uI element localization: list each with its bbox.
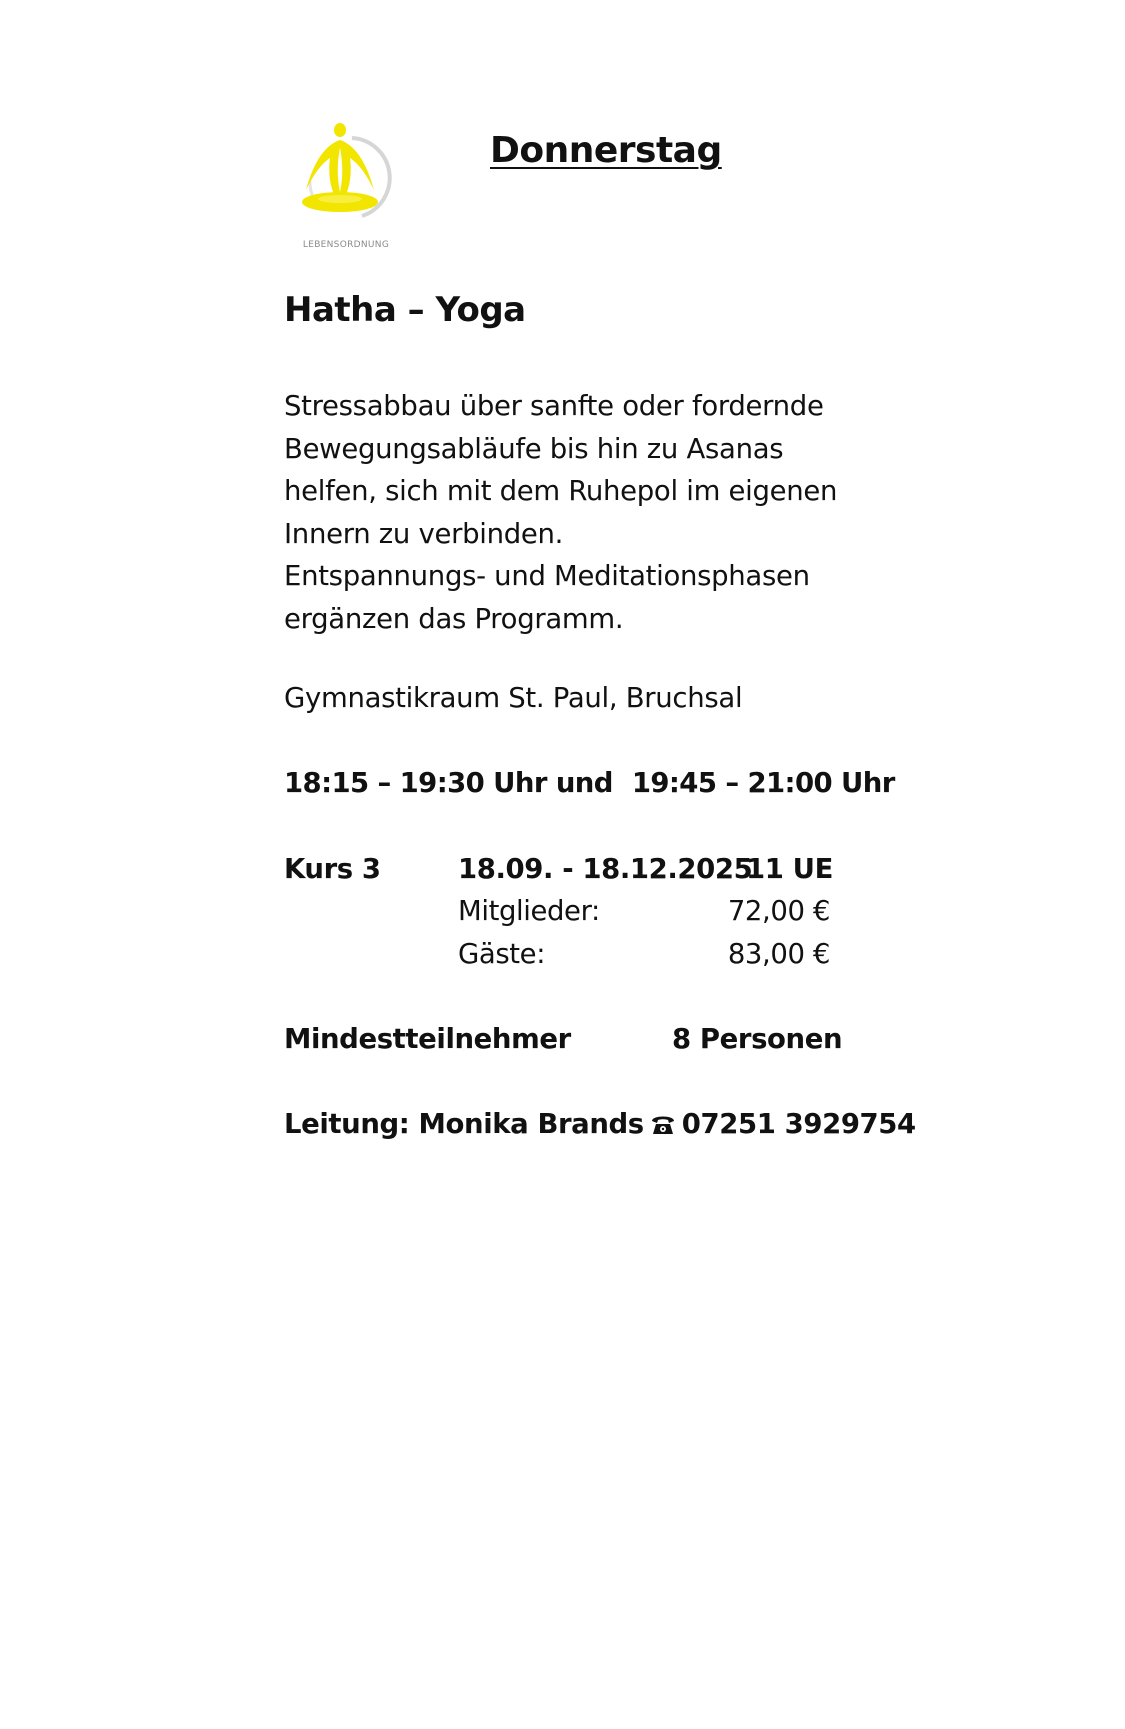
course-title: Hatha – Yoga xyxy=(284,290,526,330)
members-label: Mitglieder: xyxy=(458,895,600,927)
telephone-icon xyxy=(650,1111,676,1143)
guests-label: Gäste: xyxy=(458,938,546,970)
time-slot-2: 19:45 – 21:00 Uhr xyxy=(631,767,895,799)
time-connector: und xyxy=(555,767,613,799)
location: Gymnastikraum St. Paul, Bruchsal xyxy=(284,682,743,714)
description-line: ergänzen das Programm. xyxy=(284,602,624,635)
meditation-figure-icon xyxy=(290,118,402,238)
leader-phone: 07251 3929754 xyxy=(681,1108,916,1140)
members-price: 72,00 € xyxy=(727,895,830,927)
page-title: Donnerstag xyxy=(490,130,722,171)
time-slot-1: 18:15 – 19:30 Uhr xyxy=(284,767,547,799)
course-units: 11 UE xyxy=(746,853,833,885)
course-description xyxy=(284,385,924,640)
description-line: Entspannungs- und Meditationsphasen xyxy=(284,560,810,592)
logo xyxy=(290,118,402,258)
leader-line xyxy=(284,1108,916,1143)
guests-price: 83,00 € xyxy=(727,938,830,970)
description-line: Bewegungsabläufe bis hin zu Asanas xyxy=(284,432,784,465)
time-slots xyxy=(284,767,895,799)
course-name: Kurs 3 xyxy=(284,853,381,885)
description-line: helfen, sich mit dem Ruhepol im eigenen xyxy=(284,475,838,507)
description-line: Stressabbau über sanfte oder fordernde xyxy=(284,390,824,422)
minimum-value: 8 Personen xyxy=(672,1023,843,1055)
course-dates: 18.09. - 18.12.2025 xyxy=(458,853,753,885)
description-line: Innern zu verbinden. xyxy=(284,517,564,550)
logo-text: LEBENSORDNUNG xyxy=(302,240,390,250)
minimum-label: Mindestteilnehmer xyxy=(284,1023,571,1055)
leader-label: Leitung: Monika Brands xyxy=(284,1108,644,1140)
